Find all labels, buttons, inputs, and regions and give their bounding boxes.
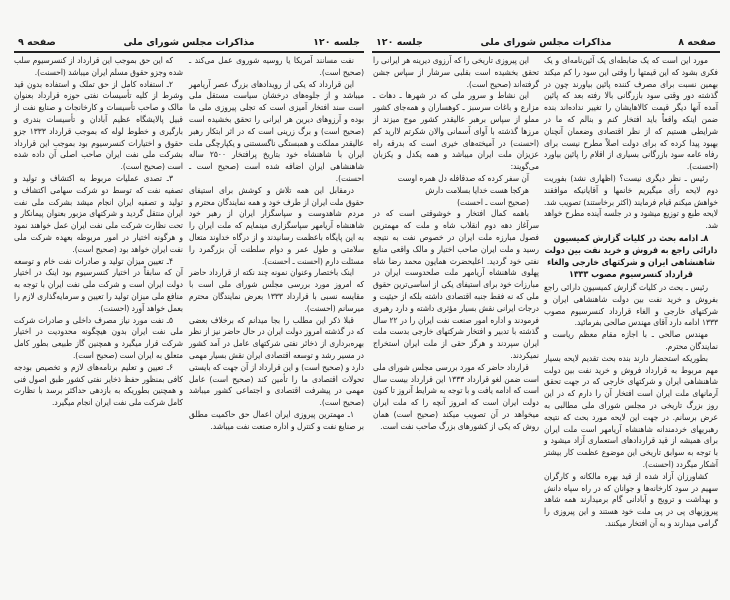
paragraph: ۶ـ تعیین و تعلیم برنامه‌های لازم و تخصیص بودجه کافی بمنظور حفظ ذخایر نفتی کشور طبق اصول فنی و همچنین بطوریکه به بازدهی حداکثر برسد با نظارت کامل شرکت ملی نفت ایران انجام میگیرد. <box>14 361 183 408</box>
paragraph: آن سفر کرده که صدقافله دل همره اوست <box>397 172 529 183</box>
text-column-left <box>373 55 539 433</box>
paragraph: این نشاط و سرور ملی که در شهرها ـ دهات ـ مزارع و باغات سرسبز ـ کوهساران و همه‌جای کشور مملو از سپاس برهبر عالیقدر کشور موج میزند از مرزها گذشته با آوای آسمانی والان شکرتم لاارید کم (احسنت) در آمیخته‌های خیری است که بدرقه راه عزیزان ملت ایران میباشد و همه یکدل و یکزبان می‌گویند: <box>373 90 539 172</box>
paragraph: هرکجا هست خدایا بسلامت دارش <box>425 184 529 195</box>
text-column-right <box>189 55 364 433</box>
text-column-left <box>14 55 183 409</box>
paragraph: ۵ـ نفت مورد نیاز مصرف داخلی و صادرات شرکت ملی نفت ایران بدون هیچگونه محدودیت در اختیار شرکت قرار میگیرد و همچنین گاز طبیعی بطور کامل متعلق به ایران است (صحیح است). <box>14 314 183 360</box>
paragraph: قرارداد حاضر که مورد بررسی مجلس شورای ملی است ضمن لغو قرارداد ۱۳۳۳ این قرارداد بیست سال است که ادامه یافت و با توجه به شرایط آنروز تا کنون دولت ایران است که امروز آنچه را که ملت ایران میخواهد در آن تصویب میکند (صحیح است) همان روش که یکی از کشورهای بزرگ صاحب نفت است. <box>373 361 539 431</box>
paragraph: ۱ـ مهمترین پیروزی ایران اعمال حق حاکمیت مطلق بر صنایع نفت و کنترل و اداره صنعت نفت میباشد. <box>189 408 364 431</box>
paragraph: باهمه کمال افتخار و خوشوقتی است که در سرآغاز دهه دوم انقلاب شاه و ملت که مهمترین فصول مبارزه ملت ایران در خصوص نفت به نتیجه رسید و ملت ایران صاحب اختیار و مالک واقعی منابع نفتی خود گردید. اعلیحضرت همایون محمد رضا شاه پهلوی شاهنشاه آریامهر ملت صلحدوست ایران در مبارزات خود برای استیفای یکی از اساسی‌ترین حقوق ملی که نه فقط جنبه اقتصادی داشته بلکه از حیثیت و درجات ایرانی نقش بسیار مؤثری داشته و دارد رهبری فرمودند و اداره امور صنعت نفت ایران را در ۲۲ سال گذشته با تدبیر و افتخار شرکتهای خارجی بدست ملت ایران سپردند و هرگز حقی از ملت ایران استخراج نمیکردند. <box>373 208 539 360</box>
page-header <box>14 37 364 50</box>
running-title: مذاکرات مجلس شورای ملی <box>123 37 255 48</box>
paragraph: کشاورزان آزاد شده از قید بهره مالکانه و کارگران سهیم در سود کارخانه‌ها و جوانان که در راه سپاه دانش و بهداشت و ترویج و آبادانی گام برمیدارند همه شاهد پیروزیهای پی در پی ملت خود هستند و این پیروزی را گرامی میدارند و به آن افتخار میکنند. <box>544 470 718 528</box>
paragraph: این پیروزی تاریخی را که آرزوی دیرینه هر ایرانی را تحقق بخشیده است بقلبی سرشار از سپاس جشن گرفته‌اند (صحیح است). <box>373 55 539 89</box>
page-number: صفحه ۹ <box>18 37 56 48</box>
paragraph: مورد این است که یک ضابطه‌ای یک آئین‌نامه‌ای و یک فکری بشود که این قیمتها را وقتی این سود را کم میکند بهمین نسبت برای مصرف کننده پائین بیاورند چون در گذشته دور وقتی سود بازرگانی بالا رفته بعد که پائین آمده آنها دیگر قیمت کالاهایشان را تغییر نداده‌اند بنده ضمن اینکه واقعاً باید افتخار کنم و بنالم که ما در شرایطی هستیم که از نظر اقتصادی وضعمان آنچنان بهبود پیدا کرده که برای دولت اصلاً مطرح نیست برای رفاه عامه سود بازرگانی بسیاری از اقلام را پائین بیاورد (احسنت). <box>544 55 718 172</box>
paragraph: نفت مسانند آمریکا یا روسیه شوروی عمل می‌کند ـ (صحیح است). <box>189 55 364 77</box>
paragraph: قبلا ذکر این مطلب را بجا میدانم که برخلاف بعضی که در گذشته امروز دولت ایران در حال حاضر نیز از نظر بهره‌برداری از ذخائر نفتی شرکتهای عامل در آمد کشور در مسیر رشد و توسعه اقتصادی ایران نقش بسیار مهمی دارد و (صحیح است) و این قرارداد از آن جهت که بایستی تحولات اقتصادی ما را تأمین کند (صحیح است) عامل مهمی در پیشرفت اقتصادی و اجتماعی کشور میباشد (صحیح است). <box>189 314 364 408</box>
section-heading: ۸ـ ادامه بحث در کلیات گزارش کمیسیون دارائی راجع به فروش و خرید نفت بین دولت شاهنشاهی ایران و شرکتهای خارجی والغاء قرارداد کنسرسیوم مصوب ۱۳۳۳ <box>544 233 718 280</box>
paragraph: اینک باختصار وعنوان نمونه چند نکته از قرارداد حاضر که امروز مورد بررسی مجلس شورای ملی است با مقایسه نسبی با قرارداد ۱۳۳۳ بعرض نمایندگان محترم میرسانم (احسنت). <box>189 267 365 313</box>
page-header <box>372 37 720 50</box>
header-rule <box>14 51 364 53</box>
page-number: صفحه ۸ <box>678 37 716 48</box>
header-rule <box>372 51 720 53</box>
paragraph: رئیس ـ بحث در کلیات گزارش کمیسیون دارائی راجع بفروش و خرید نفت بین دولت شاهنشاهی ایران و شرکتهای خارجی و الغاء قرارداد کنسرسیوم مصوب ۱۳۳۳ ادامه دارد آقای مهندس صالحی بفرمائید. <box>544 281 718 328</box>
paragraph: ۲ـ استفاده کامل از حق تملک و استفاده بدون قید وشرط از کلیه تأسیسات نفتی حوزه قرارداد بعنوان مالک و صاحب تأسیسات و کارخانجات و صنایع نفت از قبیل پالایشگاه عظیم آبادان و تأسیسات بندری و بارگیری و خطوط لوله که بموجب قرارداد ۱۳۳۳ جزو حقوق و اختیارات کنسرسیوم بود بموجب این قرارداد بشرکت ملی نفت ایران صاحب اصلی آن داده شده است (صحیح است). <box>14 78 183 172</box>
paragraph: این قرارداد که یکی از رویدادهای بزرگ عصر آریامهر میباشد و از جلوه‌های درخشان سیاست مستقل ملی است سند افتخار آمیزی است که تجلی پیروزی ملی ما بوده و آرزوهای دیرین هر ایرانی را تحقق بخشیده است (صحیح است) و برگ زرینی است که در اثر ابتکار رهبر عالیقدر مملکت و همبستگی ناگسستنی و یکپارچگی ملت ایران با شاهنشاه خود بتاریخ پرافتخار ۲۵۰۰ ساله شاهنشاهی ایران اضافه شده است (صحیح است ـ احسنت). <box>189 78 364 183</box>
paragraph: ۳ـ تصدی عملیات مربوط به اکتشاف و تولید و تصفیه نفت که توسط دو شرکت سهامی اکتشاف و تولید و تصفیه ایران انجام میشد بشرکت ملی نفت ایران منتقل گردید و شرکتهای مزبور بعنوان پیمانکار و تحت نظارت شرکت ملی نفت ایران عمل خواهند نمود و هرگونه اختیار در امور مربوطه بعهده شرکت ملی نفت ایران خواهد بود (صحیح است). <box>14 172 183 254</box>
paragraph: که این حق بموجب این قرارداد از کنسرسیوم سلب شده وجزو حقوق مسلم ایران میباشد (احسنت). <box>14 55 183 77</box>
running-title: مذاکرات مجلس شورای ملی <box>480 37 612 48</box>
session-number: جلسه ۱۲۰ <box>313 37 360 48</box>
paragraph: مهندس صالحی ـ با اجازه مقام معظم ریاست و نمایندگان محترم. <box>544 329 718 351</box>
paragraph: درمقابل این همه تلاش و کوشش برای استیفای حقوق ملت ایران از طرف خود و همه نمایندگان محترم و مردم شاهدوست و سپاسگزار ایران از رهبر خود شاهنشاه آریامهر سپاسگزاری مینمایم که ملت ایران را به این پایگاه باعظمت رسانیدند و از درگاه خداوند متعال سلامتی و طول عمر و دوام سلطنت آن بزرگمرد را مسئلت دارم (احسنت ـ احسنت). <box>189 184 364 266</box>
paragraph: بطوریکه استحضار دارند بنده بحث تقدیم لایحه بسیار مهم مربوط به قرارداد فروش و خرید نفت بین دولت شاهنشاهی ایران و شرکتهای خارجی که در جهت تحقق آرمانهای ملت ایران است افتخار آن را دارم که در این روز بزرگ تاریخی در مجلس شورای ملی مطالبی به عرض برسانم. در جهت این لایحه مورد بحث که نتیجه رهبریهای خردمندانه شاهنشاه آریامهر است ملت ایران برای همیشه از قید قراردادهای استعماری آزاد میشود و با توجه به سوابق تاریخی این موضوع عظمت کار بیشتر آشکار میگردد (احسنت). <box>544 352 718 469</box>
paragraph: ۴ـ تعیین میزان تولید و صادرات نفت خام و توسعه آن که سابقاً در اختیار کنسرسیوم بود اینک در اختیار دولت ایران است و شرکت ملی نفت ایران با توجه به منافع ملی میزان تولید را تعیین و سرمایه‌گذاری لازم را بعمل خواهد آورد (احسنت). <box>14 255 183 313</box>
paragraph: رئیس ـ نظر دیگری نیست؟ (اظهاری نشد) بفوریت دوم لایحه رأی میگیریم خانمها و آقایانیکه موافقند خواهش میکنم قیام فرمایند (اکثر برخاستند) تصویب شد. لایحه طبع و توزیع میشود و در جلسه آینده مطرح خواهد شد. <box>544 172 718 231</box>
session-number: جلسه ۱۲۰ <box>376 37 423 48</box>
paragraph: (صحیح است ـ احسنت) <box>457 196 529 207</box>
text-column-right <box>544 55 718 530</box>
